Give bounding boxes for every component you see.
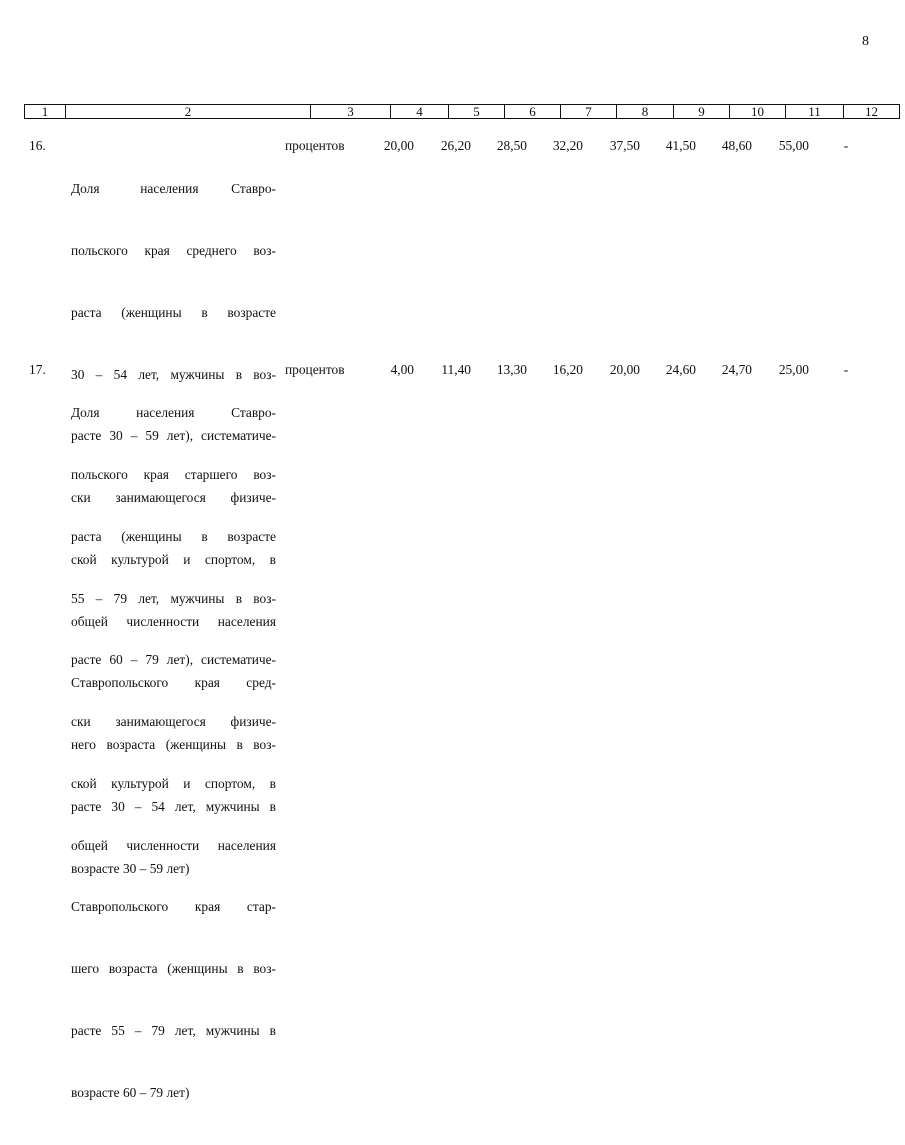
description-line: Доля населения Ставро- <box>71 181 276 197</box>
description-line: ской культурой и спортом, в <box>71 551 276 567</box>
description-line: раста (женщины в возрасте <box>71 304 276 320</box>
description-line: него возраста (женщины в воз- <box>71 737 276 753</box>
col12-cell: - <box>843 362 849 377</box>
column-number-header <box>24 104 900 119</box>
row-unit: процентов <box>285 362 345 377</box>
header-cell: 9 <box>674 105 730 119</box>
value-cell: 24,60 <box>665 362 696 377</box>
value-cell: 55,00 <box>778 138 809 153</box>
description-line: польского края старшего воз- <box>71 466 276 482</box>
header-cell: 6 <box>505 105 561 119</box>
value-cell: 13,30 <box>496 362 527 377</box>
header-cell: 12 <box>844 105 900 119</box>
description-line: общей численности населения <box>71 837 276 853</box>
page-number: 8 <box>862 34 869 49</box>
description-line: шего возраста (женщины в воз- <box>71 961 276 977</box>
description-line: расте 30 – 59 лет), систематиче- <box>71 428 276 444</box>
value-cell: 37,50 <box>609 138 640 153</box>
header-cell: 7 <box>561 105 617 119</box>
description-line: 30 – 54 лет, мужчины в воз- <box>71 366 276 382</box>
description-line: расте 30 – 54 лет, мужчины в <box>71 799 276 814</box>
description-line: Ставропольского края сред- <box>71 675 276 691</box>
description-line: Доля населения Ставро- <box>71 405 276 421</box>
header-cell: 3 <box>311 105 391 119</box>
header-cell: 11 <box>786 105 844 119</box>
value-cell: 28,50 <box>496 138 527 153</box>
header-cell: 10 <box>730 105 786 119</box>
value-cell: 41,50 <box>665 138 696 153</box>
header-cell: 2 <box>66 105 311 119</box>
description-line: общей численности населения <box>71 613 276 629</box>
description-line: польского края среднего воз- <box>71 242 276 258</box>
description-line: возрасте 30 – 59 лет) <box>71 860 190 876</box>
header-cell: 1 <box>25 105 66 119</box>
value-cell: 20,00 <box>609 362 640 377</box>
row-number: 17. <box>29 362 46 377</box>
description-line: возрасте 60 – 79 лет) <box>71 1084 190 1100</box>
value-cell: 25,00 <box>778 362 809 377</box>
row-description <box>71 362 276 1145</box>
description-line: расте 60 – 79 лет), систематиче- <box>71 652 276 668</box>
value-cell: 16,20 <box>552 362 583 377</box>
row-number: 16. <box>29 138 46 153</box>
row-unit: процентов <box>285 138 345 153</box>
col12-cell: - <box>843 138 849 153</box>
description-line: ски занимающегося физиче- <box>71 490 276 506</box>
value-cell: 20,00 <box>383 138 414 153</box>
header-cell: 8 <box>617 105 674 119</box>
header-cell: 4 <box>391 105 449 119</box>
description-line: расте 55 – 79 лет, мужчины в <box>71 1023 276 1038</box>
value-cell: 24,70 <box>721 362 752 377</box>
description-line: ской культурой и спортом, в <box>71 775 276 791</box>
value-cell: 11,40 <box>441 362 471 377</box>
value-cell: 4,00 <box>390 362 414 377</box>
description-line: ски занимающегося физиче- <box>71 714 276 730</box>
value-cell: 32,20 <box>552 138 583 153</box>
description-line: 55 – 79 лет, мужчины в воз- <box>71 590 276 606</box>
header-cell: 5 <box>449 105 505 119</box>
value-cell: 26,20 <box>440 138 471 153</box>
description-line: Ставропольского края стар- <box>71 899 276 915</box>
description-line: раста (женщины в возрасте <box>71 528 276 544</box>
value-cell: 48,60 <box>721 138 752 153</box>
